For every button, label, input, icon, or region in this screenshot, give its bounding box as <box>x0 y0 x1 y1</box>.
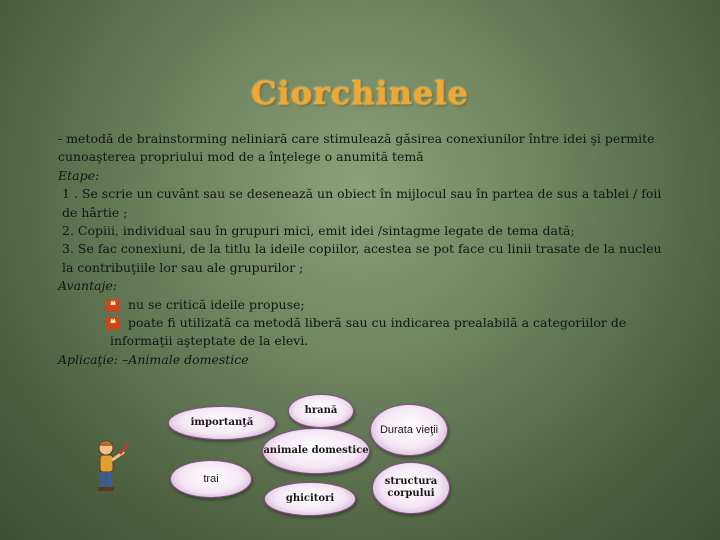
quote-bullet-icon: ❝ <box>106 317 120 330</box>
definition-text: - metodă de brainstorming neliniară care stimulează găsirea conexiunilor între idei şi permite cunoaşterea propriului mod de a înţelege o anumită temă <box>58 131 655 165</box>
slide-body <box>40 130 670 369</box>
node-center: animale domestice <box>262 428 370 474</box>
node-trai: trai <box>170 460 252 498</box>
etape-label: Etape: <box>58 167 100 183</box>
avantaje-label: Avantaje: <box>58 278 118 294</box>
advantage-2-continued: informaţii aşteptate de la elevi. <box>110 333 309 349</box>
slide-title: Ciorchinele <box>251 74 469 112</box>
node-hrana: hrană <box>288 394 354 428</box>
advantage-1 <box>40 296 670 314</box>
child-with-pencil-icon <box>94 438 130 494</box>
aplicatie-text: Aplicaţie: –Animale domestice <box>58 351 249 367</box>
advantage-2 <box>40 314 670 332</box>
quote-bullet-icon: ❝ <box>106 299 120 312</box>
node-ghicitori: ghicitori <box>264 482 356 516</box>
step-3: 3. Se fac conexiuni, de la titlu la ideile copiilor, acestea se pot face cu linii trasate de la nucleu la contribuţiile lor sau ale grupurilor ; <box>62 241 662 275</box>
node-structura: structura corpului <box>372 462 450 514</box>
advantage-2-text: poate fi utilizată ca metodă liberă sau cu indicarea prealabilă a categoriilor de <box>128 315 627 331</box>
node-importanta: importanţă <box>168 406 276 440</box>
advantage-1-text: nu se critică ideile propuse; <box>128 296 305 312</box>
node-durata: Durata vieţii <box>370 404 448 456</box>
step-1: 1 . Se scrie un cuvânt sau se desenează un obiect în mijlocul sau în partea de sus a tablei / foii de hârtie ; <box>62 186 662 220</box>
step-2: 2. Copiii, individual sau în grupuri mici, emit idei /sintagme legate de tema dată; <box>62 223 575 239</box>
